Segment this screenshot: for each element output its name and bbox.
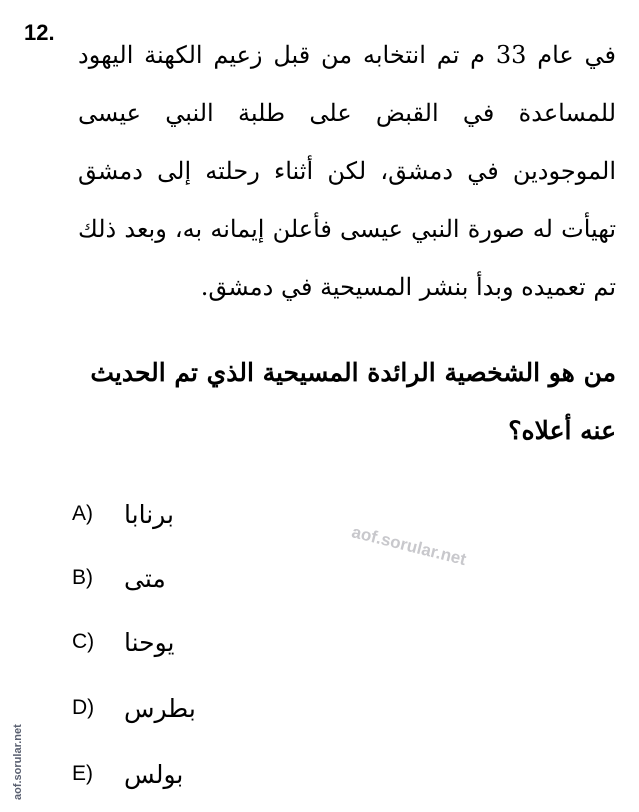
question-number: 12. (24, 20, 55, 45)
question-passage: في عام 33 م تم انتخابه من قبل زعيم الكهنة اليهود للمساعدة في القبض على طلبة النبي عيسى الموجودين في دمشق، لكن أثناء رحلته إلى دمشق تهيأت له صورة النبي عيسى فأعلن إيمانه به، وبعد ذلك تم تعميده وبدأ بنشر المسيحية في دمشق. (78, 41, 616, 301)
question-stem: من هو الشخصية الرائدة المسيحية الذي تم الحديث عنه أعلاه؟ (90, 358, 616, 445)
option-a[interactable] (72, 494, 174, 534)
option-a-text: برنابا (124, 499, 174, 529)
option-a-letter: A) (72, 502, 93, 525)
option-b-letter: B) (72, 566, 93, 589)
option-c-text: يوحنا (124, 627, 175, 657)
watermark-side: aof.sorular.net (12, 724, 24, 800)
option-e[interactable] (72, 754, 183, 794)
watermark-center: aof.sorular.net (349, 522, 469, 570)
option-b-text: متى (124, 563, 166, 593)
option-b[interactable] (72, 558, 166, 598)
option-d-letter: D) (72, 696, 95, 719)
option-d[interactable] (72, 688, 196, 728)
option-e-letter: E) (72, 762, 93, 785)
option-c-letter: C) (72, 630, 95, 653)
option-e-text: بولس (124, 759, 184, 789)
option-c[interactable] (72, 622, 175, 662)
option-d-text: بطرس (124, 693, 196, 723)
